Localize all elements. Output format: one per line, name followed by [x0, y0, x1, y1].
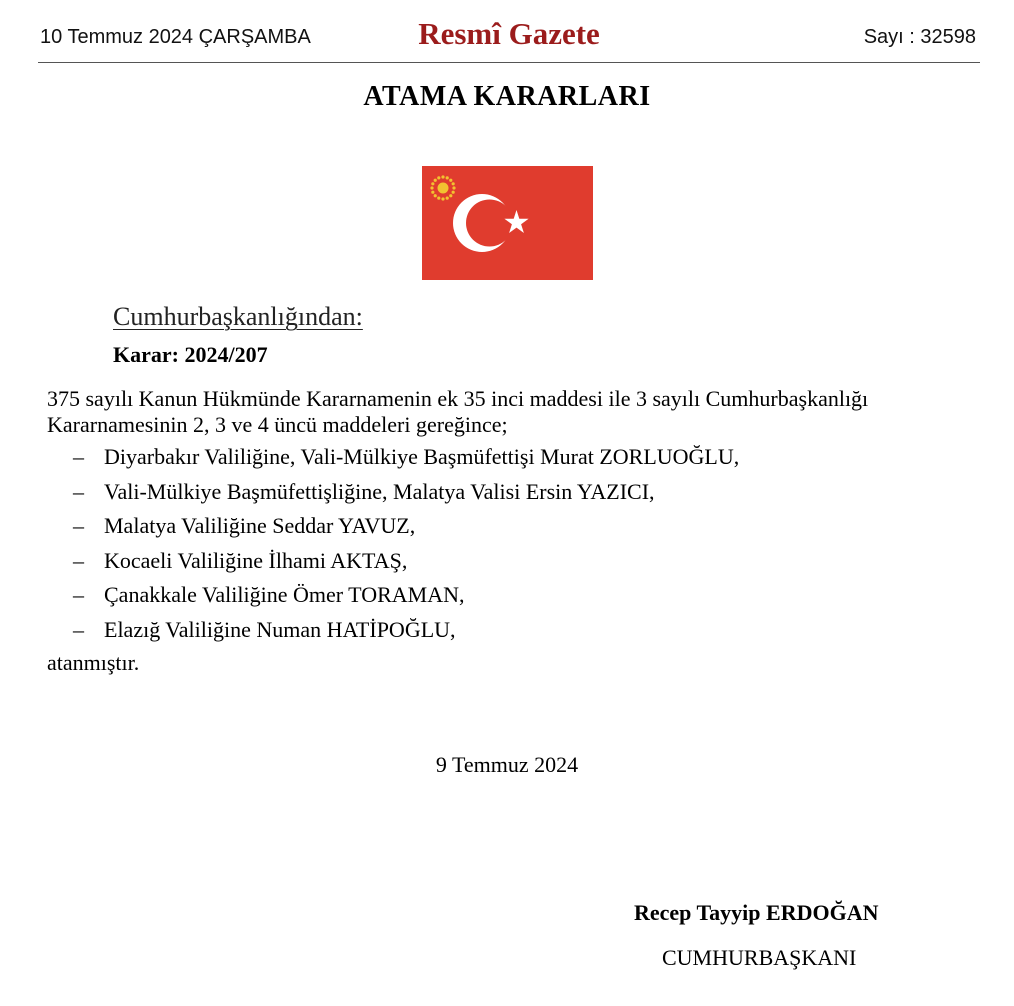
- list-dash: –: [73, 582, 84, 607]
- gazette-header: [38, 0, 980, 63]
- list-item: [73, 582, 739, 617]
- appointment-text: Kocaeli Valiliğine İlhami AKTAŞ,: [104, 547, 408, 573]
- decree-number: Karar: 2024/207: [113, 342, 268, 367]
- issue-number: Sayı : 32598: [863, 26, 976, 48]
- list-dash: –: [73, 616, 84, 642]
- signer-title: CUMHURBAŞKANI: [662, 945, 857, 970]
- appointment-text: Çanakkale Valiliğine Ömer TORAMAN,: [104, 582, 465, 607]
- signature-date: 9 Temmuz 2024: [435, 752, 579, 777]
- list-item: [73, 479, 739, 514]
- signer-name: Recep Tayyip ERDOĞAN: [634, 900, 879, 925]
- list-dash: –: [73, 478, 84, 504]
- appointment-text: Vali-Mülkiye Başmüfettişliğine, Malatya Valisi Ersin YAZICI,: [104, 478, 655, 504]
- gazette-title: Resmî Gazete: [418, 16, 600, 51]
- appointment-text: Elazığ Valiliğine Numan HATİPOĞLU,: [104, 616, 456, 642]
- closing-text: atanmıştır.: [47, 650, 140, 675]
- list-item: [73, 444, 739, 479]
- list-dash: –: [73, 513, 84, 538]
- legal-basis-paragraph: 375 sayılı Kanun Hükmünde Kararnamenin ek 35 inci maddesi ile 3 sayılı Cumhurbaşkanlığı Kararnamesinin 2, 3 ve 4 üncü maddeleri gereğince;: [47, 386, 869, 437]
- appointment-text: Diyarbakır Valiliğine, Vali-Mülkiye Başmüfettişi Murat ZORLUOĞLU,: [104, 444, 740, 469]
- issuing-authority: Cumhurbaşkanlığından:: [113, 302, 363, 331]
- list-dash: –: [73, 547, 84, 573]
- section-title: ATAMA KARARLARI: [363, 81, 651, 112]
- appointment-list: [73, 444, 739, 651]
- list-item: [73, 513, 739, 548]
- turkish-flag-icon: [422, 166, 593, 280]
- issue-date: 10 Temmuz 2024 ÇARŞAMBA: [40, 26, 311, 48]
- list-item: [73, 548, 739, 583]
- appointment-text: Malatya Valiliğine Seddar YAVUZ,: [104, 513, 416, 538]
- list-dash: –: [73, 444, 84, 469]
- list-item: [73, 617, 739, 652]
